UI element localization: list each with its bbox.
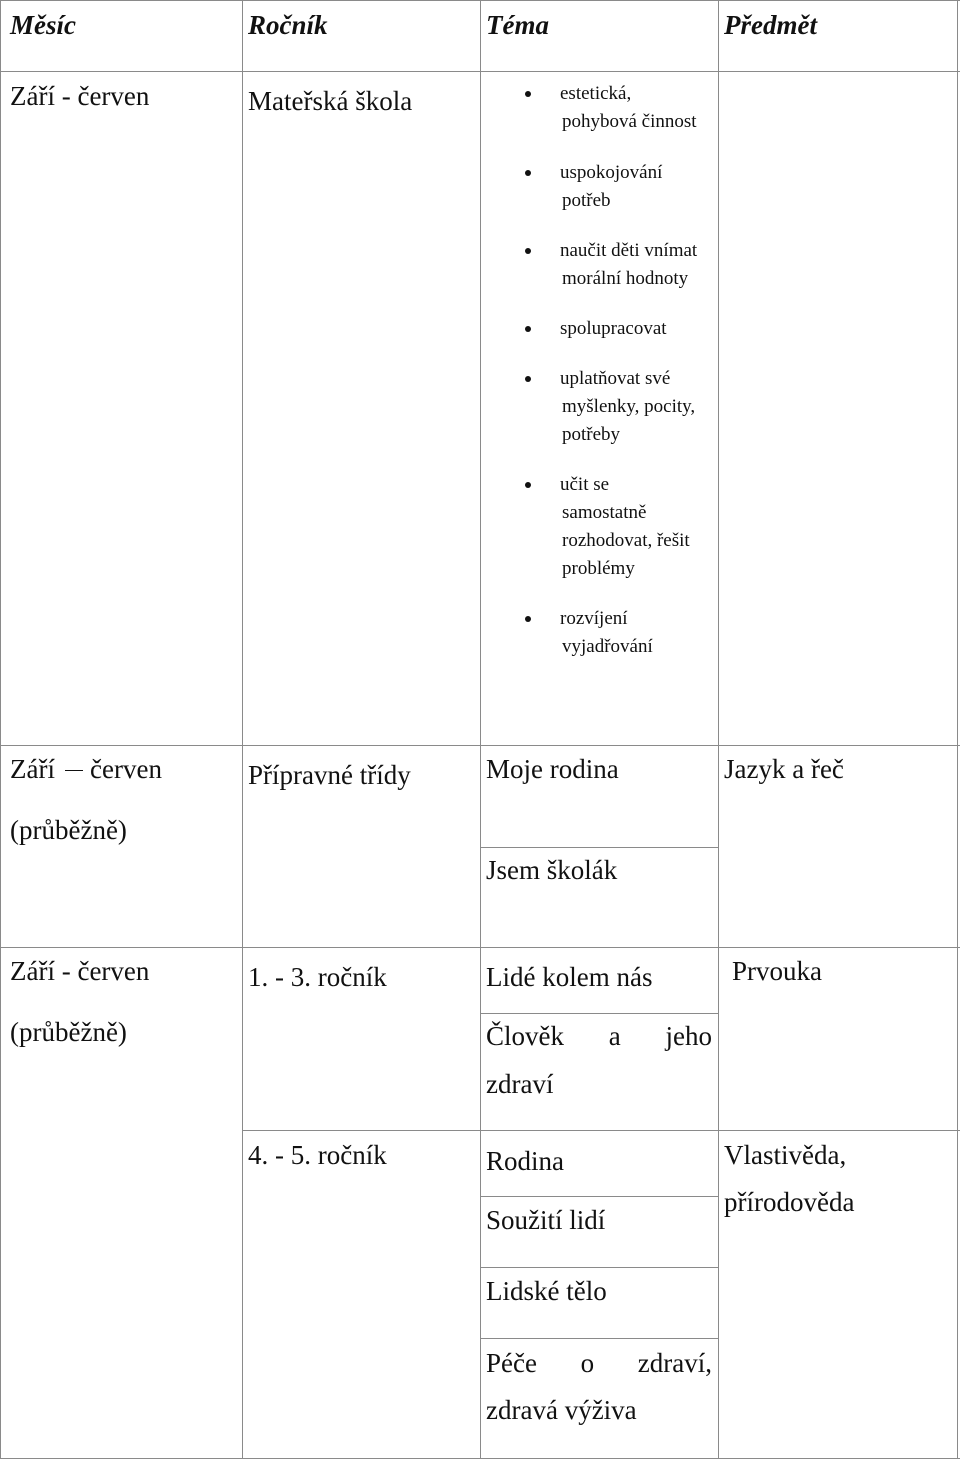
row3-topic-clovek-end: zdraví — [486, 1069, 554, 1099]
word: Člověk — [486, 1021, 564, 1051]
row3-month: Září - červen — [10, 956, 150, 986]
row3-subject-prvouka: Prvouka — [732, 956, 822, 986]
row1-topic-line: uplatňovat své — [560, 368, 671, 389]
word: jeho — [665, 1021, 712, 1051]
row2-grade: Přípravné třídy — [248, 760, 411, 790]
column-divider-3 — [718, 0, 719, 1459]
row2-month-start: Září — [10, 754, 55, 784]
header-grade: Ročník — [248, 10, 328, 40]
table-border-right — [957, 0, 958, 1459]
row3-subject-prirodoveda: přírodověda — [724, 1187, 855, 1217]
bullet-icon — [525, 91, 531, 97]
bullet-icon — [525, 376, 531, 382]
row1-topic-line: potřeb — [562, 190, 611, 211]
bullet-icon — [525, 248, 531, 254]
row3-topic-lide-kolem-nas: Lidé kolem nás — [486, 962, 653, 992]
row1-topic-line: estetická, — [560, 83, 632, 104]
table-border-left — [0, 0, 1, 1459]
row1-topic-line: učit se — [560, 474, 610, 495]
row1-topic-line: uspokojování — [560, 162, 663, 183]
row3-subject-vlastiveda: Vlastivěda, — [724, 1140, 847, 1170]
row3-topic-pece-line — [486, 1347, 712, 1379]
row1-topic-line: vyjadřování — [562, 636, 653, 657]
word: Péče — [486, 1348, 537, 1378]
cell-divider — [480, 1013, 718, 1014]
row2-month-end: červen — [90, 754, 162, 784]
row2-month-note: (průběžně) — [10, 815, 127, 845]
row3-topic-clovek-line — [486, 1020, 712, 1052]
bullet-icon — [525, 326, 531, 332]
header-topic: Téma — [486, 10, 549, 40]
row1-topic-line: spolupracovat — [560, 318, 667, 339]
row3-grade-4-5: 4. - 5. ročník — [248, 1140, 387, 1170]
row2-topic-1: Moje rodina — [486, 754, 619, 784]
cell-divider — [480, 847, 718, 848]
row2-subject: Jazyk a řeč — [724, 754, 844, 784]
header-month: Měsíc — [10, 10, 76, 40]
header-subject: Předmět — [724, 10, 817, 40]
row1-topic-line: samostatně — [562, 502, 647, 523]
row2-month-dash — [65, 770, 83, 771]
cell-divider — [480, 1196, 718, 1197]
cell-divider — [480, 1267, 718, 1268]
row1-topic-line: morální hodnoty — [562, 268, 689, 289]
row1-topic-line: rozvíjení — [560, 608, 628, 629]
row1-grade: Mateřská škola — [248, 86, 413, 116]
row3-grade-1-3: 1. - 3. ročník — [248, 962, 387, 992]
subrow-divider-grade — [242, 1130, 960, 1131]
row1-month: Září - červen — [10, 81, 150, 111]
row3-month-note: (průběžně) — [10, 1017, 127, 1047]
word: o — [580, 1348, 595, 1378]
row1-topic-line: naučit děti vnímat — [560, 240, 698, 261]
row3-topic-telo: Lidské tělo — [486, 1276, 607, 1306]
row3-topic-pece-end: zdravá výživa — [486, 1395, 637, 1425]
row1-topic-line: potřeby — [562, 424, 621, 445]
row1-topic-line: myšlenky, pocity, — [562, 396, 696, 417]
word: a — [608, 1021, 621, 1051]
row1-topic-line: pohybová činnost — [562, 111, 697, 132]
row3-topic-souziti: Soužití lidí — [486, 1205, 606, 1235]
bullet-icon — [525, 482, 531, 488]
word: zdraví, — [637, 1348, 712, 1378]
row1-topic-line: problémy — [562, 558, 635, 579]
bullet-icon — [525, 616, 531, 622]
column-divider-2 — [480, 0, 481, 1459]
row3-topic-rodina: Rodina — [486, 1146, 564, 1176]
row1-topic-line: rozhodovat, řešit — [562, 530, 690, 551]
bullet-icon — [525, 170, 531, 176]
cell-divider — [480, 1338, 718, 1339]
column-divider-1 — [242, 0, 243, 1459]
row2-topic-2: Jsem školák — [486, 855, 618, 885]
